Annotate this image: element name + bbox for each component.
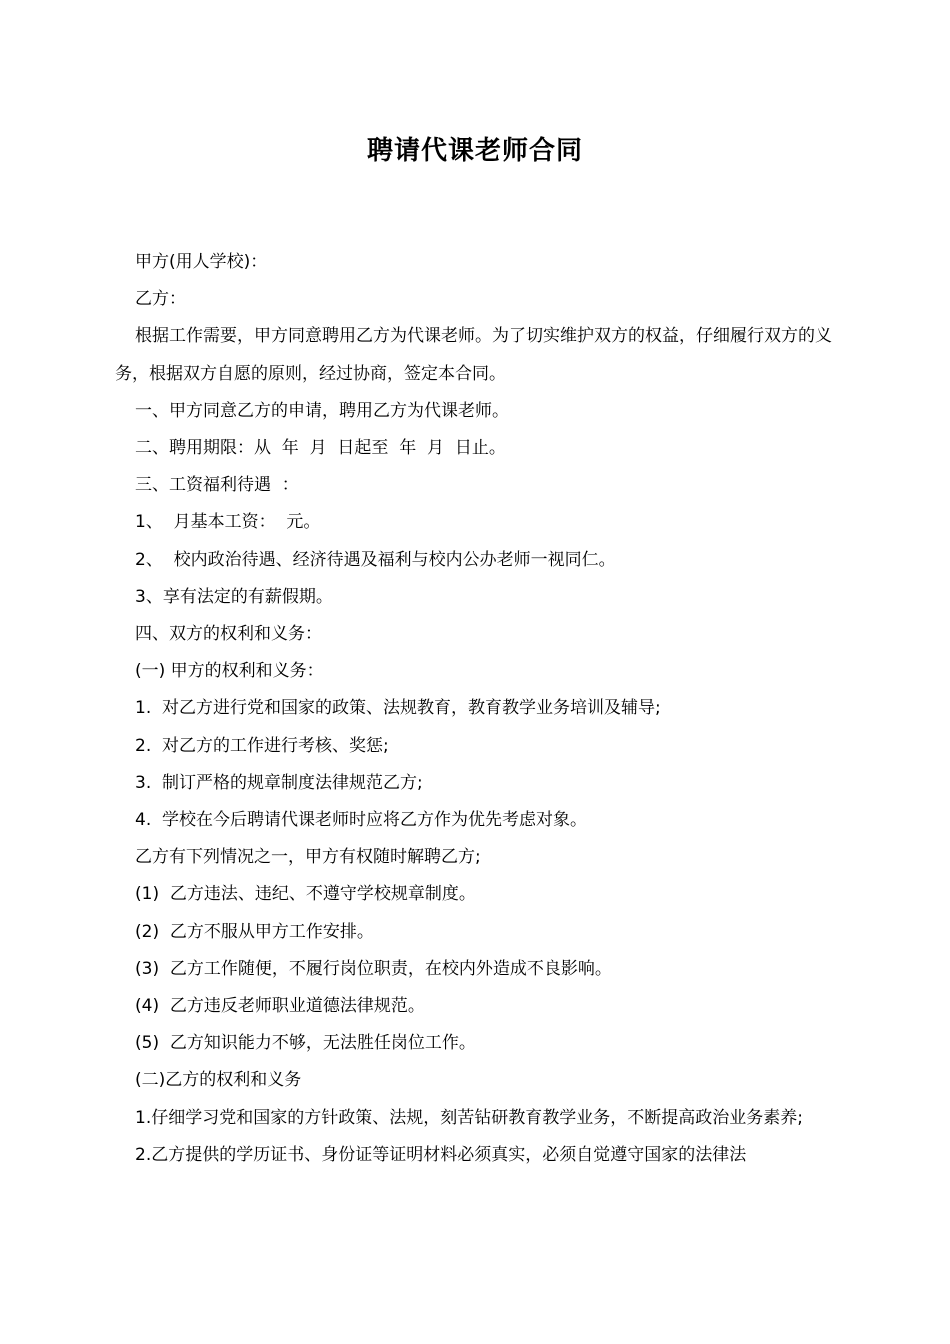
paragraph-b-item-1: 1.仔细学习党和国家的方针政策、法规，刻苦钻研教育教学业务，不断提高政治业务素养; — [135, 1107, 803, 1128]
paragraph-leave: 3、享有法定的有薪假期。 — [135, 586, 333, 607]
paragraph-salary: 1、 月基本工资： 元。 — [135, 512, 321, 533]
paragraph-a-item-1: 1. 对乙方进行党和国家的政策、法规教育，教育教学业务培训及辅导; — [135, 698, 661, 719]
paragraph-clause-3: 三、工资福利待遇 ： — [135, 475, 299, 496]
paragraph-a-item-4: 4. 学校在今后聘请代课老师时应将乙方作为优先考虑对象。 — [135, 810, 588, 831]
paragraph-party-a: 甲方(用人学校)： — [135, 252, 268, 272]
paragraph-clause-4: 四、双方的权利和义务： — [135, 624, 322, 645]
paragraph-dismissal-4: (4) 乙方违反老师职业道德法律规范。 — [135, 996, 425, 1017]
paragraph-clause-2: 二、聘用期限：从 年 月 日起至 年 月 日止。 — [135, 438, 506, 459]
paragraph-dismissal-2: (2) 乙方不服从甲方工作安排。 — [135, 921, 374, 942]
paragraph-a-item-3: 3. 制订严格的规章制度法律规范乙方; — [135, 772, 423, 793]
paragraph-party-b: 乙方： — [135, 289, 186, 310]
paragraph-clause-1: 一、甲方同意乙方的申请，聘用乙方为代课老师。 — [135, 400, 509, 421]
paragraph-dismissal-3: (3) 乙方工作随便，不履行岗位职责，在校内外造成不良影响。 — [135, 958, 612, 979]
paragraph-benefits: 2、 校内政治待遇、经济待遇及福利与校内公办老师一视同仁。 — [135, 549, 616, 570]
paragraph-dismissal-1: (1) 乙方违法、违纪、不遵守学校规章制度。 — [135, 884, 476, 905]
document-title: 聘请代课老师合同 — [366, 136, 583, 166]
paragraph-dismissal: 乙方有下列情况之一，甲方有权随时解聘乙方; — [135, 847, 481, 868]
paragraph-party-a-rights: (一) 甲方的权利和义务： — [135, 661, 324, 682]
paragraph-dismissal-5: (5) 乙方知识能力不够，无法胜任岗位工作。 — [135, 1033, 476, 1054]
paragraph-b-item-2: 2.乙方提供的学历证书、身份证等证明材料必须真实，必须自觉遵守国家的法律法 — [135, 1144, 747, 1165]
paragraph-preamble: 根据工作需要，甲方同意聘用乙方为代课老师。为了切实维护双方的权益，仔细履行双方的义务，根据双方自愿的原则，经过协商，签定本合同。 — [115, 326, 832, 384]
document-body — [115, 244, 835, 1174]
paragraph-party-b-rights: (二)乙方的权利和义务 — [135, 1070, 302, 1091]
paragraph-a-item-2: 2. 对乙方的工作进行考核、奖惩; — [135, 735, 389, 756]
